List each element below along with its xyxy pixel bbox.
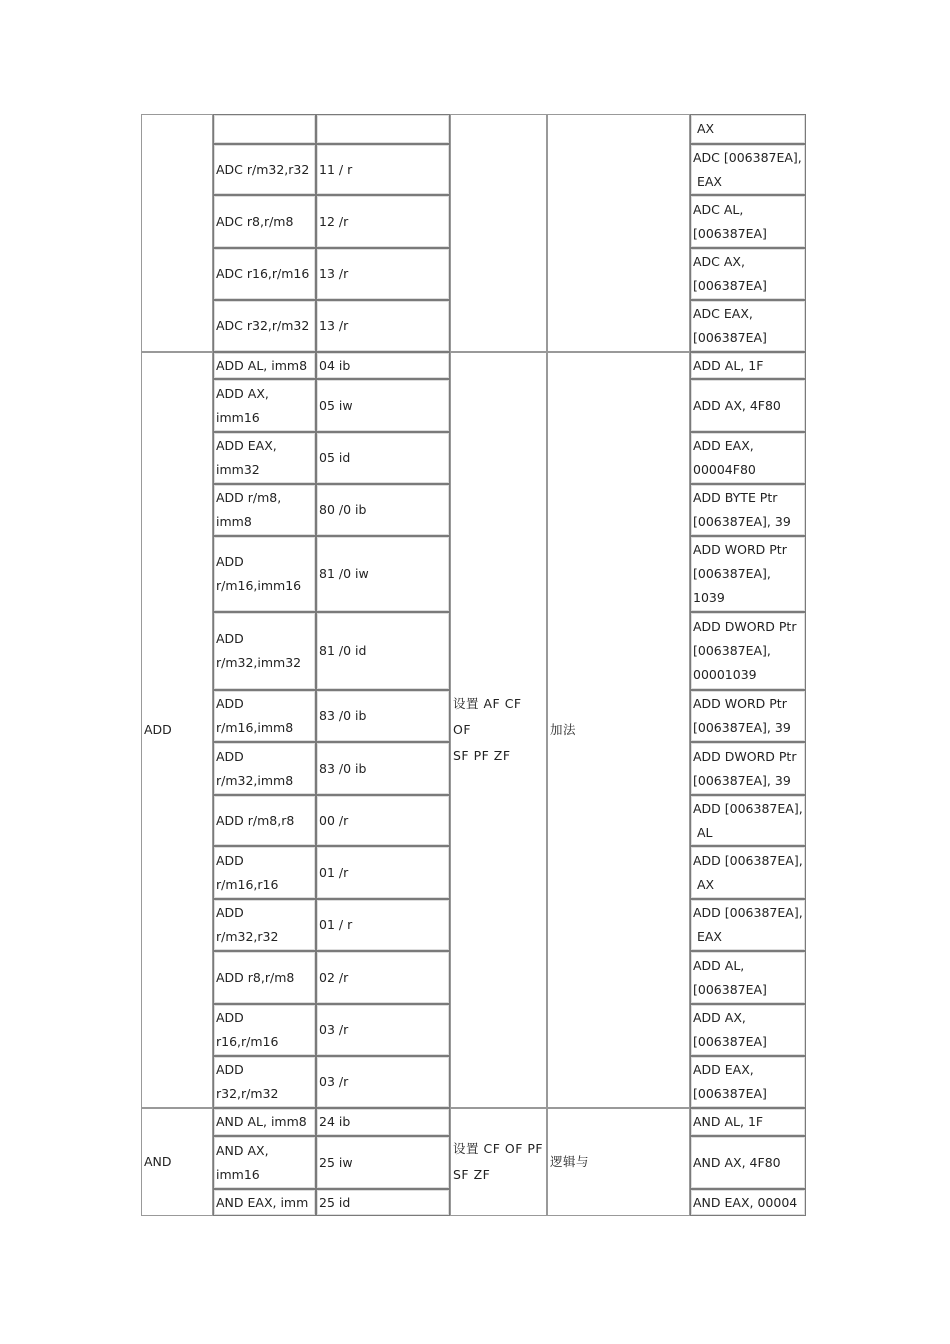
opcode-cell: 13 /r [316, 300, 450, 352]
form-cell: ADD r/m16,r16 [213, 846, 316, 899]
instruction-table [141, 114, 806, 1216]
mnemonic-cell: AND [141, 1108, 213, 1216]
form-cell [213, 114, 316, 144]
form-cell: ADD r32,r/m32 [213, 1056, 316, 1108]
opcode-cell: 02 /r [316, 951, 450, 1004]
example-cell: ADD AL, 1F [690, 352, 806, 379]
example-cell: ADC [006387EA], EAX [690, 144, 806, 195]
example-cell: ADD AL, [006387EA] [690, 951, 806, 1004]
example-cell: ADD WORD Ptr [006387EA], 39 [690, 690, 806, 742]
form-cell: ADD r/m32,imm32 [213, 612, 316, 690]
form-cell: ADD EAX, imm32 [213, 432, 316, 484]
mnemonic-cell: ADD [141, 352, 213, 1108]
form-cell: ADD r8,r/m8 [213, 951, 316, 1004]
example-cell: AND AL, 1F [690, 1108, 806, 1136]
form-cell: ADD r/m16,imm16 [213, 536, 316, 612]
mnemonic-cell [141, 114, 213, 352]
form-cell: ADC r8,r/m8 [213, 195, 316, 248]
flags-cell: 设置 CF OF PF SF ZF [450, 1108, 547, 1216]
form-cell: AND AX, imm16 [213, 1136, 316, 1189]
form-cell: ADC r32,r/m32 [213, 300, 316, 352]
example-cell: ADD [006387EA], EAX [690, 899, 806, 951]
flags-cell [450, 114, 547, 352]
opcode-cell: 03 /r [316, 1004, 450, 1056]
opcode-cell: 03 /r [316, 1056, 450, 1108]
form-cell: ADD AX, imm16 [213, 379, 316, 432]
form-cell: ADD r16,r/m16 [213, 1004, 316, 1056]
form-cell: ADC r16,r/m16 [213, 248, 316, 300]
example-cell: ADC AX, [006387EA] [690, 248, 806, 300]
opcode-cell: 05 iw [316, 379, 450, 432]
opcode-cell: 04 ib [316, 352, 450, 379]
opcode-cell: 83 /0 ib [316, 690, 450, 742]
example-cell: ADD DWORD Ptr [006387EA], 39 [690, 742, 806, 795]
form-cell: AND AL, imm8 [213, 1108, 316, 1136]
example-cell: ADD EAX, 00004F80 [690, 432, 806, 484]
description-cell [547, 114, 690, 352]
example-cell: ADD EAX, [006387EA] [690, 1056, 806, 1108]
opcode-cell: 81 /0 id [316, 612, 450, 690]
example-cell: ADD DWORD Ptr [006387EA], 00001039 [690, 612, 806, 690]
form-cell: ADD r/m32,r32 [213, 899, 316, 951]
flags-cell: 设置 AF CF OF SF PF ZF [450, 352, 547, 1108]
example-cell: ADD AX, 4F80 [690, 379, 806, 432]
form-cell: AND EAX, imm [213, 1189, 316, 1216]
example-cell: ADD WORD Ptr [006387EA], 1039 [690, 536, 806, 612]
opcode-cell: 13 /r [316, 248, 450, 300]
description-cell: 逻辑与 [547, 1108, 690, 1216]
form-cell: ADC r/m32,r32 [213, 144, 316, 195]
example-cell: ADC EAX, [006387EA] [690, 300, 806, 352]
example-cell: AND EAX, 00004 [690, 1189, 806, 1216]
opcode-cell: 83 /0 ib [316, 742, 450, 795]
opcode-cell: 80 /0 ib [316, 484, 450, 536]
description-cell: 加法 [547, 352, 690, 1108]
opcode-cell: 12 /r [316, 195, 450, 248]
example-cell: ADD BYTE Ptr [006387EA], 39 [690, 484, 806, 536]
opcode-cell: 01 / r [316, 899, 450, 951]
example-cell: ADC AL, [006387EA] [690, 195, 806, 248]
opcode-cell: 25 iw [316, 1136, 450, 1189]
opcode-cell: 01 /r [316, 846, 450, 899]
opcode-cell: 81 /0 iw [316, 536, 450, 612]
form-cell: ADD r/m32,imm8 [213, 742, 316, 795]
example-cell: ADD [006387EA], AX [690, 846, 806, 899]
opcode-cell: 00 /r [316, 795, 450, 846]
opcode-cell [316, 114, 450, 144]
example-cell: AX [690, 114, 806, 144]
opcode-cell: 25 id [316, 1189, 450, 1216]
opcode-cell: 24 ib [316, 1108, 450, 1136]
form-cell: ADD AL, imm8 [213, 352, 316, 379]
form-cell: ADD r/m8,r8 [213, 795, 316, 846]
form-cell: ADD r/m16,imm8 [213, 690, 316, 742]
opcode-cell: 11 / r [316, 144, 450, 195]
example-cell: AND AX, 4F80 [690, 1136, 806, 1189]
example-cell: ADD AX, [006387EA] [690, 1004, 806, 1056]
opcode-cell: 05 id [316, 432, 450, 484]
form-cell: ADD r/m8, imm8 [213, 484, 316, 536]
example-cell: ADD [006387EA], AL [690, 795, 806, 846]
